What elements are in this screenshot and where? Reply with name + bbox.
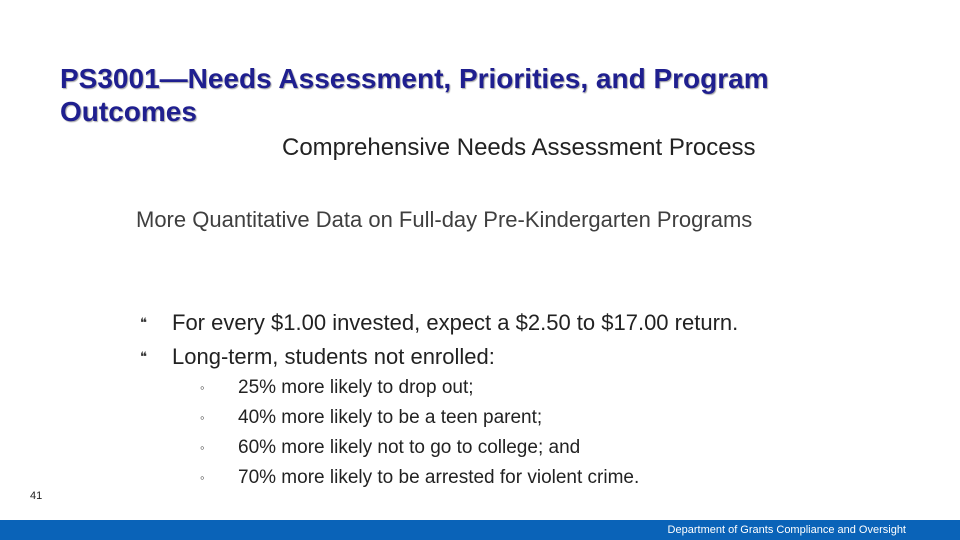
subbullet-item bbox=[200, 373, 639, 403]
circle-bullet-icon: ◦ bbox=[200, 410, 205, 425]
section-heading: More Quantitative Data on Full-day Pre-Kindergarten Programs bbox=[136, 207, 753, 232]
page-number: 41 bbox=[30, 490, 43, 502]
footer-bar bbox=[0, 520, 960, 540]
circle-bullet-icon: ◦ bbox=[200, 380, 205, 395]
subbullet-text: 60% more likely not to go to college; and bbox=[238, 437, 581, 458]
subbullet-list bbox=[200, 373, 639, 493]
subbullet-item bbox=[200, 433, 639, 463]
subbullet-item bbox=[200, 403, 639, 433]
subbullet-text: 25% more likely to drop out; bbox=[238, 377, 474, 398]
bullet-marker-icon: ❝ bbox=[140, 349, 147, 364]
circle-bullet-icon: ◦ bbox=[200, 470, 205, 485]
subbullet-text: 70% more likely to be arrested for violent crime. bbox=[238, 467, 640, 488]
bullet-item bbox=[140, 340, 738, 374]
slide-title: PS3001—Needs Assessment, Priorities, and Program Outcomes bbox=[60, 63, 769, 127]
bullet-item bbox=[140, 306, 738, 340]
circle-bullet-icon: ◦ bbox=[200, 440, 205, 455]
bullet-text: For every $1.00 invested, expect a $2.50 to $17.00 return. bbox=[172, 310, 739, 335]
bullet-text: Long-term, students not enrolled: bbox=[172, 344, 495, 369]
bullet-marker-icon: ❝ bbox=[140, 315, 147, 330]
subbullet-item bbox=[200, 463, 639, 493]
slide-subtitle: Comprehensive Needs Assessment Process bbox=[282, 134, 756, 161]
footer-text: Department of Grants Compliance and Oversight bbox=[667, 524, 906, 536]
bullet-list bbox=[140, 306, 738, 374]
subbullet-text: 40% more likely to be a teen parent; bbox=[238, 407, 543, 428]
